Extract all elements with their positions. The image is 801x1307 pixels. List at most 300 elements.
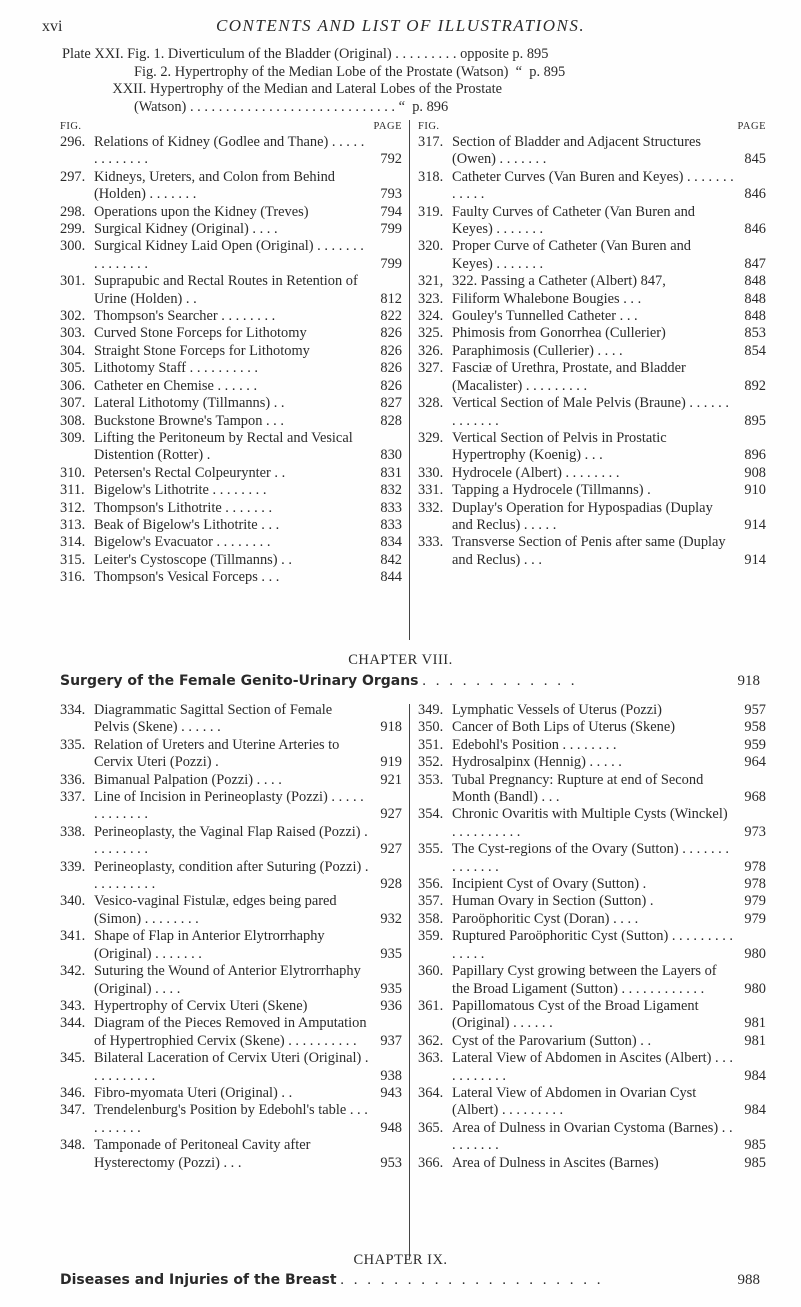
figure-entry xyxy=(418,395,766,430)
figure-number: 326. xyxy=(418,342,444,359)
figure-number: 359. xyxy=(418,928,444,945)
figure-entry xyxy=(418,998,766,1033)
figures-column-right xyxy=(418,702,766,1172)
figure-entry xyxy=(60,737,402,772)
figure-entry xyxy=(60,343,402,360)
figure-caption: Operations upon the Kidney (Treves) xyxy=(94,203,309,220)
figure-caption: Diagrammatic Sagittal Section of Female Pelvis (Skene) . . . . . . xyxy=(94,702,333,736)
figure-page: 927 xyxy=(380,806,402,823)
figure-entry xyxy=(418,911,766,928)
figure-page: 979 xyxy=(744,893,766,910)
fig-header: FIG. xyxy=(60,121,82,132)
figure-number: 308. xyxy=(60,412,86,429)
figure-entry xyxy=(418,702,766,719)
figure-page: 826 xyxy=(380,360,402,377)
figure-number: 352. xyxy=(418,754,444,771)
figure-page: 928 xyxy=(380,876,402,893)
figure-page: 832 xyxy=(380,482,402,499)
figure-entry xyxy=(60,465,402,482)
figure-number: 300. xyxy=(60,238,86,255)
running-head xyxy=(0,14,801,40)
page-title: CONTENTS AND LIST OF ILLUSTRATIONS. xyxy=(215,16,586,35)
figure-entry xyxy=(418,754,766,771)
figure-entry xyxy=(60,378,402,395)
plate-line xyxy=(62,46,762,64)
figure-number: 354. xyxy=(418,806,444,823)
figure-caption: Bigelow's Evacuator . . . . . . . . xyxy=(94,534,271,551)
figure-caption: Lateral View of Abdomen in Ascites (Albert) . . . . . . . . . . . xyxy=(452,1050,734,1084)
figure-page: 985 xyxy=(744,1137,766,1154)
figure-entry xyxy=(418,500,766,535)
figure-caption: Tamponade of Peritoneal Cavity after Hysterectomy (Pozzi) . . . xyxy=(94,1137,311,1171)
chapter-heading: CHAPTER VIII. xyxy=(348,652,453,668)
figure-page: 799 xyxy=(380,221,402,238)
figure-page: 979 xyxy=(744,910,766,927)
plate-text: Plate XXI. Fig. 1. Diverticulum of the Bladder (Original) . . . . . . . . . opposite p. 895 xyxy=(62,46,549,62)
figure-caption: Vertical Section of Pelvis in Prostatic Hypertrophy (Koenig) . . . xyxy=(452,429,667,464)
figure-entry xyxy=(418,308,766,325)
figure-number: 314. xyxy=(60,534,86,551)
figure-page: 828 xyxy=(380,412,402,429)
figure-entry xyxy=(418,430,766,465)
figure-number: 342. xyxy=(60,963,86,980)
figure-page: 984 xyxy=(744,1102,766,1119)
figure-caption: Section of Bladder and Adjacent Structures (Owen) . . . . . . . xyxy=(452,134,701,168)
plate-line xyxy=(62,64,762,82)
figure-caption: Perineoplasty, condition after Suturing (Pozzi) . . . . . . . . . . xyxy=(94,858,369,893)
figure-entry xyxy=(418,465,766,482)
chapter-page: 988 xyxy=(737,1272,760,1288)
figure-number: 309. xyxy=(60,429,86,446)
figure-number: 363. xyxy=(418,1050,444,1067)
figure-entry xyxy=(60,482,402,499)
figure-page: 985 xyxy=(744,1154,766,1171)
figure-number: 319. xyxy=(418,203,444,220)
figures-column-left xyxy=(60,118,402,587)
figure-number: 340. xyxy=(60,893,86,910)
figure-caption: Lateral Lithotomy (Tillmanns) . . xyxy=(94,395,285,412)
figure-entry xyxy=(60,1137,402,1172)
figure-number: 330. xyxy=(418,464,444,481)
figure-number: 298. xyxy=(60,203,86,220)
figure-caption: Perineoplasty, the Vaginal Flap Raised (Pozzi) . . . . . . . . . xyxy=(94,823,368,858)
figure-caption: Thompson's Searcher . . . . . . . . xyxy=(94,308,276,325)
figure-caption: Petersen's Rectal Colpeurynter . . xyxy=(94,464,286,481)
figure-entry xyxy=(418,360,766,395)
figure-entry xyxy=(418,1120,766,1155)
figure-caption: Surgical Kidney (Original) . . . . xyxy=(94,221,278,238)
figure-number: 305. xyxy=(60,360,86,377)
figure-caption: Cancer of Both Lips of Uterus (Skene) xyxy=(452,719,675,736)
figure-number: 306. xyxy=(60,377,86,394)
figure-page: 847 xyxy=(744,255,766,272)
figure-number: 339. xyxy=(60,858,86,875)
figure-entry xyxy=(418,482,766,499)
figure-page: 938 xyxy=(380,1067,402,1084)
figure-page: 826 xyxy=(380,377,402,394)
figure-entry xyxy=(60,772,402,789)
figure-entry xyxy=(418,928,766,963)
figure-number: 366. xyxy=(418,1154,444,1171)
figure-entry xyxy=(60,221,402,238)
figure-entry xyxy=(60,517,402,534)
figure-page: 846 xyxy=(744,186,766,203)
chapter-title: Surgery of the Female Genito-Urinary Organs xyxy=(60,673,419,689)
figure-page: 833 xyxy=(380,499,402,516)
figure-caption: Suprapubic and Rectal Routes in Retention of Urine (Holden) . . xyxy=(94,273,358,307)
figure-page: 831 xyxy=(380,464,402,481)
figure-page: 973 xyxy=(744,823,766,840)
figure-number: 320. xyxy=(418,238,444,255)
figure-caption: Lifting the Peritoneum by Rectal and Vesical Distention (Rotter) . xyxy=(94,429,353,464)
figure-page: 914 xyxy=(744,551,766,568)
figure-page: 919 xyxy=(380,754,402,771)
figure-caption: Tapping a Hydrocele (Tillmanns) . xyxy=(452,482,651,499)
figure-entry xyxy=(60,273,402,308)
figure-page: 845 xyxy=(744,151,766,168)
plate-text: Fig. 2. Hypertrophy of the Median Lobe of the Prostate (Watson) “ p. 895 xyxy=(62,63,566,80)
figure-caption: Bimanual Palpation (Pozzi) . . . . xyxy=(94,771,282,788)
figure-entry xyxy=(60,534,402,551)
figure-caption: Straight Stone Forceps for Lithotomy xyxy=(94,342,310,359)
figure-page: 834 xyxy=(380,534,402,551)
figure-number: 323. xyxy=(418,290,444,307)
figure-caption: Filiform Whalebone Bougies . . . xyxy=(452,290,642,307)
plate-line xyxy=(62,99,762,117)
figure-entry xyxy=(60,824,402,859)
figure-number: 317. xyxy=(418,134,444,150)
figure-page: 822 xyxy=(380,308,402,325)
plate-line xyxy=(62,81,762,99)
figure-caption: Incipient Cyst of Ovary (Sutton) . xyxy=(452,876,647,893)
figure-caption: Bigelow's Lithotrite . . . . . . . . xyxy=(94,482,267,499)
figure-number: 344. xyxy=(60,1015,86,1032)
chapter-page: 918 xyxy=(737,673,760,689)
figure-number: 329. xyxy=(418,429,444,446)
figure-number: 315. xyxy=(60,551,86,568)
figure-entry xyxy=(60,204,402,221)
figure-entry xyxy=(60,702,402,737)
figure-entry xyxy=(60,413,402,430)
figure-page: 964 xyxy=(744,754,766,771)
figure-entry xyxy=(60,134,402,169)
figure-caption: Curved Stone Forceps for Lithotomy xyxy=(94,325,307,342)
figure-caption: Trendelenburg's Position by Edebohl's table . . . . . . . . . . xyxy=(94,1102,368,1136)
figure-number: 313. xyxy=(60,516,86,533)
figure-caption: Gouley's Tunnelled Catheter . . . xyxy=(452,308,638,325)
figure-page: 895 xyxy=(744,412,766,429)
figure-caption: Thompson's Lithotrite . . . . . . . xyxy=(94,499,273,516)
plate-text: (Watson) . . . . . . . . . . . . . . . . . . . . . . . . . . . . . “ p. 896 xyxy=(62,98,449,115)
figure-number: 360. xyxy=(418,963,444,980)
figure-caption: Hydrocele (Albert) . . . . . . . . xyxy=(452,464,620,481)
figure-page: 932 xyxy=(380,910,402,927)
figure-page: 826 xyxy=(380,325,402,342)
page-number: xvi xyxy=(42,18,63,35)
figure-entry xyxy=(418,737,766,754)
figure-caption: Lateral View of Abdomen in Ovarian Cyst (Albert) . . . . . . . . . xyxy=(452,1084,697,1119)
figure-caption: Beak of Bigelow's Lithotrite . . . xyxy=(94,516,280,533)
figure-caption: Cyst of the Parovarium (Sutton) . . xyxy=(452,1032,652,1049)
figure-page: 927 xyxy=(380,841,402,858)
figure-caption: Area of Dulness in Ascites (Barnes) xyxy=(452,1154,659,1171)
figure-page: 848 xyxy=(744,308,766,325)
figure-entry xyxy=(418,238,766,273)
figure-caption: Human Ovary in Section (Sutton) . xyxy=(452,893,654,910)
column-divider xyxy=(409,704,410,1259)
figure-page: 936 xyxy=(380,997,402,1014)
fig-header: FIG. xyxy=(418,121,440,132)
figure-entry xyxy=(60,859,402,894)
figure-page: 978 xyxy=(744,876,766,893)
figure-page: 833 xyxy=(380,516,402,533)
figure-page: 896 xyxy=(744,447,766,464)
figure-page: 914 xyxy=(744,516,766,533)
figure-caption: Lithotomy Staff . . . . . . . . . . xyxy=(94,360,259,377)
figure-page: 799 xyxy=(380,255,402,272)
figure-number: 346. xyxy=(60,1084,86,1101)
figure-page: 792 xyxy=(380,151,402,168)
figure-page: 793 xyxy=(380,186,402,203)
figure-caption: Leiter's Cystoscope (Tillmanns) . . xyxy=(94,551,292,568)
figure-entry xyxy=(60,893,402,928)
figure-page: 984 xyxy=(744,1067,766,1084)
figure-number: 332. xyxy=(418,499,444,516)
figure-entry xyxy=(60,963,402,998)
figure-caption: Paroöphoritic Cyst (Doran) . . . . xyxy=(452,910,639,927)
figure-caption: Transverse Section of Penis after same (Duplay and Reclus) . . . xyxy=(452,534,726,568)
figure-entry xyxy=(60,308,402,325)
figure-caption: Vertical Section of Male Pelvis (Braune) . . . . . . . . . . . . . xyxy=(452,395,729,429)
figure-entry xyxy=(60,569,402,586)
chapter-title-row xyxy=(60,673,760,690)
figure-number: 348. xyxy=(60,1137,86,1154)
figure-number: 327. xyxy=(418,360,444,377)
chapter-title: Diseases and Injuries of the Breast xyxy=(60,1272,337,1288)
page-header: PAGE xyxy=(737,121,766,132)
figures-column-left xyxy=(60,702,402,1172)
figures-list-2 xyxy=(60,702,766,1257)
figure-entry xyxy=(60,395,402,412)
figure-number: 296. xyxy=(60,134,86,150)
figure-number: 331. xyxy=(418,482,444,499)
figures-list-1 xyxy=(60,118,766,638)
figure-entry xyxy=(418,772,766,807)
figure-number: 357. xyxy=(418,893,444,910)
figure-number: 361. xyxy=(418,997,444,1014)
figure-number: 336. xyxy=(60,771,86,788)
figure-entry xyxy=(418,325,766,342)
figure-entry xyxy=(418,534,766,569)
figure-entry xyxy=(60,998,402,1015)
figure-number: 358. xyxy=(418,910,444,927)
figure-caption: Ruptured Paroöphoritic Cyst (Sutton) . . . . . . . . . . . . . . xyxy=(452,928,734,962)
figure-caption: Chronic Ovaritis with Multiple Cysts (Winckel) . . . . . . . . . . xyxy=(452,806,728,840)
figure-caption: Hydrosalpinx (Hennig) . . . . . xyxy=(452,754,622,771)
figure-entry xyxy=(418,343,766,360)
figure-page: 968 xyxy=(744,789,766,806)
figure-number: 350. xyxy=(418,719,444,736)
figure-caption: Diagram of the Pieces Removed in Amputation of Hypertrophied Cervix (Skene) . . . . . . . . . . xyxy=(94,1015,367,1049)
figure-number: 310. xyxy=(60,464,86,481)
figure-caption: Surgical Kidney Laid Open (Original) . . . . . . . . . . . . . . . xyxy=(94,238,364,272)
figure-caption: Catheter Curves (Van Buren and Keyes) . . . . . . . . . . . . xyxy=(452,168,734,203)
figure-page: 853 xyxy=(744,325,766,342)
figure-entry xyxy=(60,1050,402,1085)
figure-caption: 322. Passing a Catheter (Albert) 847, xyxy=(452,273,666,290)
figure-entry xyxy=(418,169,766,204)
figure-number: 345. xyxy=(60,1050,86,1067)
figure-entry xyxy=(60,1015,402,1050)
leader-dots: . . . . . . . . . . . . . . . . . . . . xyxy=(340,1272,604,1288)
figure-number: 333. xyxy=(418,534,444,551)
figure-page: 830 xyxy=(380,447,402,464)
figure-entry xyxy=(418,273,766,290)
figure-page: 978 xyxy=(744,858,766,875)
figure-entry xyxy=(418,841,766,876)
figure-number: 338. xyxy=(60,823,86,840)
figure-caption: Paraphimosis (Cullerier) . . . . xyxy=(452,342,623,359)
figure-page: 958 xyxy=(744,719,766,736)
figure-entry xyxy=(418,1033,766,1050)
figure-page: 827 xyxy=(380,395,402,412)
figure-entry xyxy=(60,238,402,273)
plate-text: XXII. Hypertrophy of the Median and Lateral Lobes of the Prostate xyxy=(62,81,502,97)
figure-page: 794 xyxy=(380,203,402,220)
figure-page: 935 xyxy=(380,980,402,997)
figure-number: 349. xyxy=(418,702,444,718)
figure-caption: Relations of Kidney (Godlee and Thane) . . . . . . . . . . . . . xyxy=(94,134,365,168)
figure-number: 343. xyxy=(60,997,86,1014)
figure-caption: Edebohl's Position . . . . . . . . xyxy=(452,736,617,753)
figure-page: 921 xyxy=(380,771,402,788)
figure-number: 353. xyxy=(418,771,444,788)
figure-number: 351. xyxy=(418,736,444,753)
chapter-heading: CHAPTER IX. xyxy=(353,1252,448,1268)
figure-caption: Vesico-vaginal Fistulæ, edges being pared (Simon) . . . . . . . . xyxy=(94,893,337,927)
column-header xyxy=(60,118,402,134)
figure-entry xyxy=(60,500,402,517)
figure-caption: Lymphatic Vessels of Uterus (Pozzi) xyxy=(452,702,662,718)
figure-caption: Fasciæ of Urethra, Prostate, and Bladder (Macalister) . . . . . . . . . xyxy=(452,360,686,394)
figure-number: 312. xyxy=(60,499,86,516)
figure-number: 364. xyxy=(418,1084,444,1101)
figure-page: 943 xyxy=(380,1084,402,1101)
figure-page: 846 xyxy=(744,221,766,238)
figure-page: 981 xyxy=(744,1015,766,1032)
leader-dots: . . . . . . . . . . . . xyxy=(422,673,578,689)
figure-caption: Line of Incision in Perineoplasty (Pozzi) . . . . . . . . . . . . . xyxy=(94,789,364,823)
figure-caption: The Cyst-regions of the Ovary (Sutton) . . . . . . . . . . . . . . xyxy=(452,841,729,875)
figure-entry xyxy=(60,169,402,204)
figure-number: 316. xyxy=(60,569,86,586)
figure-caption: Phimosis from Gonorrhea (Cullerier) xyxy=(452,325,666,342)
figure-page: 948 xyxy=(380,1119,402,1136)
figure-number: 297. xyxy=(60,168,86,185)
figure-page: 848 xyxy=(744,273,766,290)
figure-page: 892 xyxy=(744,377,766,394)
figure-caption: Papillary Cyst growing between the Layers of the Broad Ligament (Sutton) . . . . . . . . . . . . xyxy=(452,963,717,997)
figure-entry xyxy=(418,719,766,736)
figure-page: 848 xyxy=(744,290,766,307)
figure-entry xyxy=(60,360,402,377)
figure-caption: Papillomatous Cyst of the Broad Ligament (Original) . . . . . . xyxy=(452,997,699,1032)
figure-caption: Thompson's Vesical Forceps . . . xyxy=(94,569,280,586)
figure-entry xyxy=(60,325,402,342)
figure-number: 355. xyxy=(418,841,444,858)
figure-number: 337. xyxy=(60,789,86,806)
figure-number: 301. xyxy=(60,273,86,290)
figure-number: 365. xyxy=(418,1119,444,1136)
figure-entry xyxy=(418,134,766,169)
figure-caption: Bilateral Laceration of Cervix Uteri (Original) . . . . . . . . . . xyxy=(94,1050,369,1084)
figure-number: 341. xyxy=(60,928,86,945)
figure-entry xyxy=(60,552,402,569)
figure-number: 302. xyxy=(60,308,86,325)
figure-caption: Duplay's Operation for Hypospadias (Duplay and Reclus) . . . . . xyxy=(452,499,713,533)
figure-number: 321, xyxy=(418,273,444,290)
figure-page: 935 xyxy=(380,945,402,962)
figure-page: 980 xyxy=(744,980,766,997)
figure-entry xyxy=(418,963,766,998)
figure-caption: Buckstone Browne's Tampon . . . xyxy=(94,412,284,429)
figure-entry xyxy=(60,928,402,963)
figure-number: 325. xyxy=(418,325,444,342)
figure-number: 328. xyxy=(418,395,444,412)
figure-page: 842 xyxy=(380,551,402,568)
figure-entry xyxy=(418,1085,766,1120)
figure-entry xyxy=(60,1102,402,1137)
figure-entry xyxy=(418,1155,766,1172)
figure-number: 356. xyxy=(418,876,444,893)
figure-number: 318. xyxy=(418,168,444,185)
figure-number: 299. xyxy=(60,221,86,238)
figure-page: 826 xyxy=(380,342,402,359)
figure-entry xyxy=(418,876,766,893)
figure-page: 910 xyxy=(744,482,766,499)
figure-entry xyxy=(60,789,402,824)
column-divider xyxy=(409,120,410,640)
figure-entry xyxy=(418,1050,766,1085)
figure-caption: Catheter en Chemise . . . . . . xyxy=(94,377,258,394)
figures-column-right xyxy=(418,118,766,569)
figure-page: 957 xyxy=(744,702,766,718)
figure-caption: Proper Curve of Catheter (Van Buren and Keyes) . . . . . . . xyxy=(452,238,691,272)
figure-page: 908 xyxy=(744,464,766,481)
figure-entry xyxy=(418,291,766,308)
figure-number: 303. xyxy=(60,325,86,342)
figure-entry xyxy=(60,430,402,465)
figure-number: 304. xyxy=(60,342,86,359)
page-header: PAGE xyxy=(373,121,402,132)
figure-caption: Relation of Ureters and Uterine Arteries to Cervix Uteri (Pozzi) . xyxy=(94,736,340,771)
figure-caption: Area of Dulness in Ovarian Cystoma (Barnes) . . . . . . . . . xyxy=(452,1119,733,1154)
figure-number: 362. xyxy=(418,1032,444,1049)
chapter-title-row xyxy=(60,1272,760,1289)
plates-list xyxy=(62,46,762,116)
figure-entry xyxy=(418,806,766,841)
figure-caption: Shape of Flap in Anterior Elytrorrhaphy (Original) . . . . . . . xyxy=(94,928,325,962)
figure-number: 347. xyxy=(60,1102,86,1119)
figure-page: 937 xyxy=(380,1032,402,1049)
figure-caption: Fibro-myomata Uteri (Original) . . xyxy=(94,1084,293,1101)
figure-number: 311. xyxy=(60,482,85,499)
figure-entry xyxy=(60,1085,402,1102)
figure-number: 334. xyxy=(60,702,86,718)
figure-caption: Tubal Pregnancy: Rupture at end of Second Month (Bandl) . . . xyxy=(452,771,704,806)
figure-caption: Kidneys, Ureters, and Colon from Behind (Holden) . . . . . . . xyxy=(94,168,336,203)
figure-entry xyxy=(418,893,766,910)
